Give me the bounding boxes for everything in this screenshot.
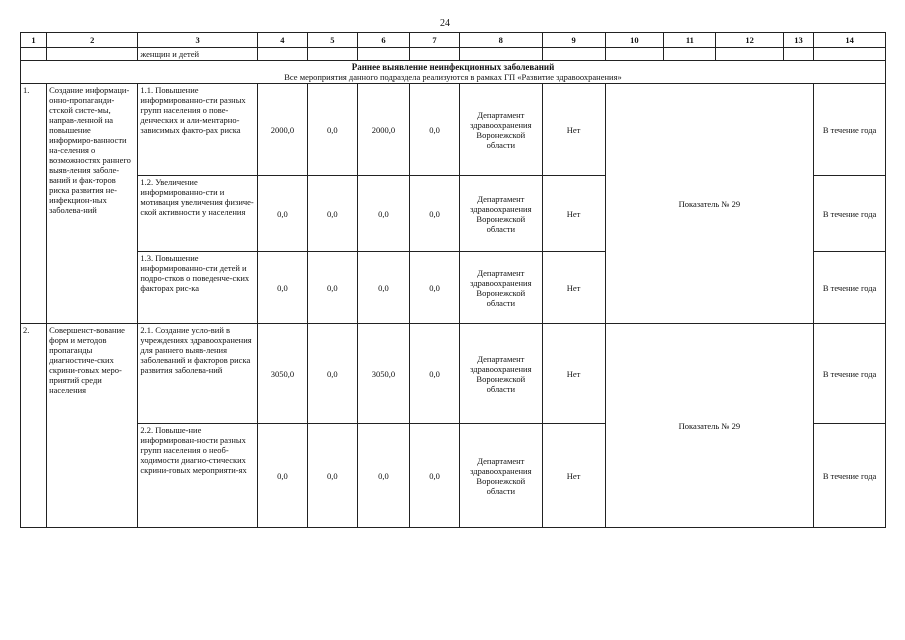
value-cell: 0,0 <box>307 176 357 252</box>
value-cell: 0,0 <box>257 252 307 324</box>
value-cell: 0,0 <box>307 84 357 176</box>
group-name: Создание информаци-онно-пропаганди-стской систе-мы, направ-ленной на повышение информиро-ванности на-селения о возможностях раннего выяв-ления заболе-ваний и фак-торов риска развития не-инфекцион-ных заболева-ний <box>47 84 138 324</box>
value-cell: 3050,0 <box>357 324 409 424</box>
column-number: 6 <box>357 33 409 48</box>
executor-cell: Департамент здравоохранения Воронежской области <box>460 424 543 528</box>
executor-cell: Департамент здравоохранения Воронежской области <box>460 176 543 252</box>
page-number: 24 <box>440 18 450 29</box>
value-cell: 0,0 <box>257 424 307 528</box>
previous-row-text: женщин и детей <box>138 48 258 61</box>
value-cell: 0,0 <box>257 176 307 252</box>
executor-cell: Департамент здравоохранения Воронежской области <box>460 84 543 176</box>
activity-cell: 1.1. Повышение информированно-сти разных групп населения о пове-денческих и али-ментарно-зависимых факто-рах риска <box>138 84 258 176</box>
column-number: 14 <box>814 33 886 48</box>
column-number: 7 <box>410 33 460 48</box>
column-number: 10 <box>605 33 664 48</box>
column-number: 3 <box>138 33 258 48</box>
value-cell: 0,0 <box>307 424 357 528</box>
indicator-cell: Показатель № 29 <box>605 324 814 528</box>
value-cell: 0,0 <box>357 176 409 252</box>
value-cell: 0,0 <box>307 324 357 424</box>
term-cell: В течение года <box>814 424 886 528</box>
section-title: Раннее выявление неинфекционных заболеваний <box>351 62 555 72</box>
value-cell: 0,0 <box>357 424 409 528</box>
executor-cell: Департамент здравоохранения Воронежской области <box>460 252 543 324</box>
value-cell: 0,0 <box>307 252 357 324</box>
table-row <box>21 84 886 176</box>
group-number: 1. <box>21 84 47 324</box>
program-table <box>20 32 886 528</box>
column-number: 1 <box>21 33 47 48</box>
term-cell: В течение года <box>814 252 886 324</box>
column-number: 2 <box>47 33 138 48</box>
value-cell: 0,0 <box>357 252 409 324</box>
column-number: 5 <box>307 33 357 48</box>
term-cell: В течение года <box>814 84 886 176</box>
column-number: 11 <box>664 33 716 48</box>
value-cell: 3050,0 <box>257 324 307 424</box>
value-cell: 0,0 <box>410 176 460 252</box>
flag-cell: Нет <box>542 252 605 324</box>
group-number: 2. <box>21 324 47 528</box>
column-number: 12 <box>716 33 783 48</box>
term-cell: В течение года <box>814 324 886 424</box>
indicator-cell: Показатель № 29 <box>605 84 814 324</box>
activity-cell: 1.2. Увеличение информированно-сти и мотивация увеличения физиче-ской активности у населения <box>138 176 258 252</box>
value-cell: 0,0 <box>410 324 460 424</box>
value-cell: 0,0 <box>410 84 460 176</box>
flag-cell: Нет <box>542 324 605 424</box>
column-number: 8 <box>460 33 543 48</box>
flag-cell: Нет <box>542 424 605 528</box>
value-cell: 0,0 <box>410 252 460 324</box>
column-number: 13 <box>783 33 813 48</box>
activity-cell: 1.3. Повышение информированно-сти детей и подро-стков о поведенче-ских факторах рис-ка <box>138 252 258 324</box>
previous-row-fragment <box>21 48 886 61</box>
term-cell: В течение года <box>814 176 886 252</box>
group-name: Совершенст-вование форм и методов пропаганды диагностиче-ских скрини-говых меро-приятий среди населения <box>47 324 138 528</box>
section-note: Все мероприятия данного подраздела реализуются в рамках ГП «Развитие здравоохранения» <box>284 72 622 82</box>
value-cell: 2000,0 <box>357 84 409 176</box>
activity-cell: 2.1. Создание усло-вий в учреждениях здравоохранения для раннего выяв-ления заболеваний и факторов риска развития заболева-ний <box>138 324 258 424</box>
flag-cell: Нет <box>542 84 605 176</box>
column-number: 9 <box>542 33 605 48</box>
column-number: 4 <box>257 33 307 48</box>
flag-cell: Нет <box>542 176 605 252</box>
value-cell: 2000,0 <box>257 84 307 176</box>
activity-cell: 2.2. Повыше-ние информирован-ности разных групп населения о необ-ходимости диагно-стических скрини-говых мероприяти-ях <box>138 424 258 528</box>
value-cell: 0,0 <box>410 424 460 528</box>
column-number-row <box>21 33 886 48</box>
executor-cell: Департамент здравоохранения Воронежской области <box>460 324 543 424</box>
table-row <box>21 324 886 424</box>
section-header-row <box>21 61 886 84</box>
